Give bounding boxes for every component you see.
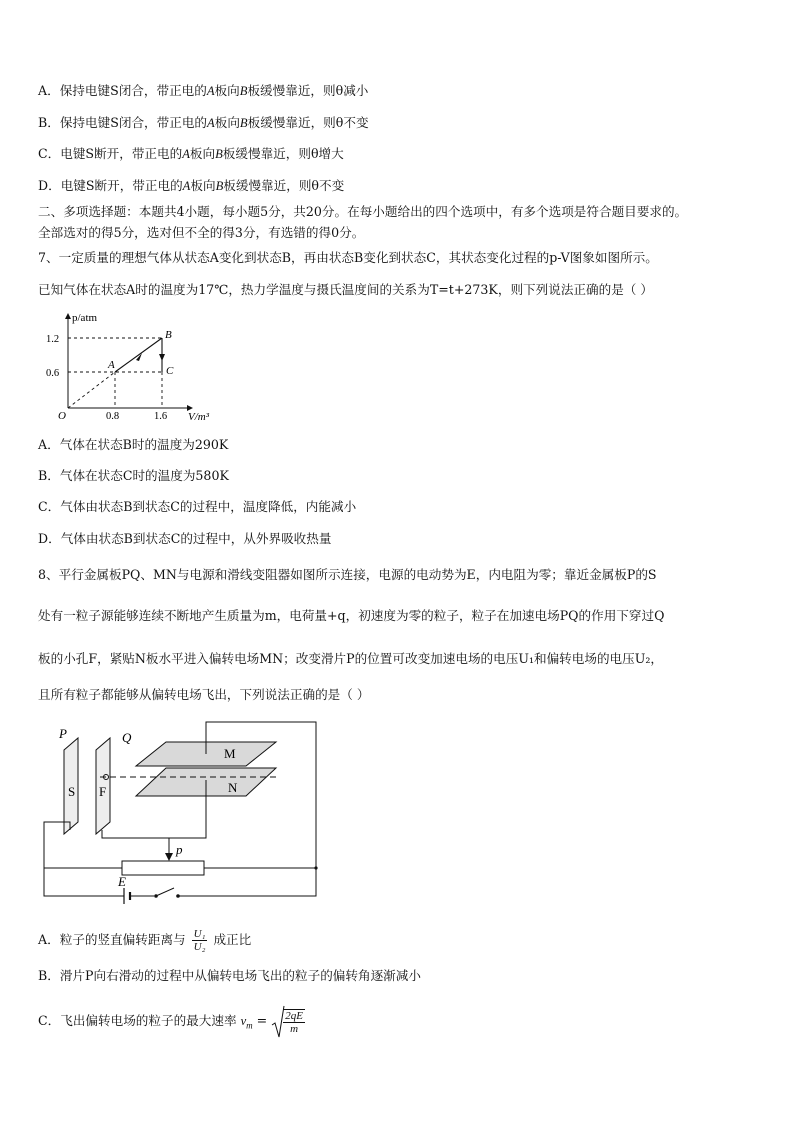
point-c-label: C [166, 365, 174, 377]
ratio-u1-u2: $\frac{\text{U₁}}{\text{U₂}}$ [193, 928, 206, 953]
x-tick-0.8: 0.8 [106, 411, 120, 422]
label-e: E [118, 874, 126, 889]
origin-label: O [58, 410, 66, 422]
q7-option-c: C．气体由状态B到状态C的过程中，温度降低，内能减小 [38, 499, 357, 514]
label-m: M [224, 746, 236, 761]
x-tick-1.6: 1.6 [154, 411, 168, 422]
q8-stem-line1: 8、平行金属板PQ、MN与电源和滑线变阻器如图所示连接，电源的电动势为E，内电阻为零；靠近金属板P的S [38, 567, 657, 582]
section-2-heading: 二、多项选择题：本题共4小题，每小题5分，共20分。在每小题给出的四个选项中，有多个选项是符合题目要求的。 [38, 204, 688, 219]
label-n: N [228, 780, 238, 795]
sqrt-expression: $\frac{2qE}{m}$ [271, 1004, 307, 1039]
q7-stem-line2: 已知气体在状态A时的温度为17℃，热力学温度与摄氏温度间的关系为T=t+273K，则下列说法正确的是（ ） [38, 282, 653, 297]
x-axis-label: V/m³ [188, 411, 210, 423]
q8-stem-line2: 处有一粒子源能够连续不断地产生质量为m，电荷量+q，初速度为零的粒子，粒子在加速电场PQ的作用下穿过Q [38, 608, 665, 623]
point-a-label: A [108, 359, 115, 371]
q6-option-a: A．保持电键S闭合，带正电的A板向B板缓慢靠近，则θ减小 [38, 83, 369, 98]
label-p-plate: P [59, 726, 67, 741]
point-b-label: B [165, 329, 172, 341]
section-2-heading-cont: 全部选对的得5分，选对但不全的得3分，有选错的得0分。 [38, 225, 365, 240]
q7-stem-line1: 7、一定质量的理想气体从状态A变化到状态B，再由状态B变化到状态C，其状态变化过程的p-V图象如图所示。 [38, 250, 658, 265]
q8-circuit-diagram [36, 720, 326, 910]
q6-option-d: D．电键S断开，带正电的A板向B板缓慢靠近，则θ不变 [38, 178, 345, 193]
q6-option-b: B．保持电键S闭合，带正电的A板向B板缓慢靠近，则θ不变 [38, 115, 369, 130]
q8-stem-line4: 且所有粒子都能够从偏转电场飞出，下列说法正确的是（ ） [38, 687, 370, 702]
label-q-plate: Q [122, 730, 132, 745]
q8-stem-line3: 板的小孔F，紧贴N板水平进入偏转电场MN；改变滑片P的位置可改变加速电场的电压U₁和偏转电场的电压U₂， [38, 651, 664, 666]
label-s: S [68, 784, 76, 799]
q7-option-a: A．气体在状态B时的温度为290K [38, 437, 229, 452]
q8-option-c: C．飞出偏转电场的粒子的最大速率 $v_m$ = $\frac{2qE}{m}$ [38, 1004, 307, 1043]
q7-option-d: D．气体由状态B到状态C的过程中，从外界吸收热量 [38, 531, 332, 546]
q7-option-b: B．气体在状态C时的温度为580K [38, 468, 229, 483]
y-tick-1.2: 1.2 [46, 334, 60, 345]
q8-option-a: A．粒子的竖直偏转距离与 $\frac{\text{U₁}}{\text{U₂}}$ 成正比 [38, 928, 252, 953]
q7-pv-graph [42, 308, 242, 423]
y-axis-label: p/atm [72, 312, 98, 324]
q8-option-b: B．滑片P向右滑动的过程中从偏转电场飞出的粒子的偏转角逐渐减小 [38, 968, 421, 983]
label-f: F [99, 784, 107, 799]
q6-option-c: C．电键S断开，带正电的A板向B板缓慢靠近，则θ增大 [38, 146, 344, 161]
y-tick-0.6: 0.6 [46, 368, 60, 379]
label-slider-p: p [176, 842, 183, 857]
